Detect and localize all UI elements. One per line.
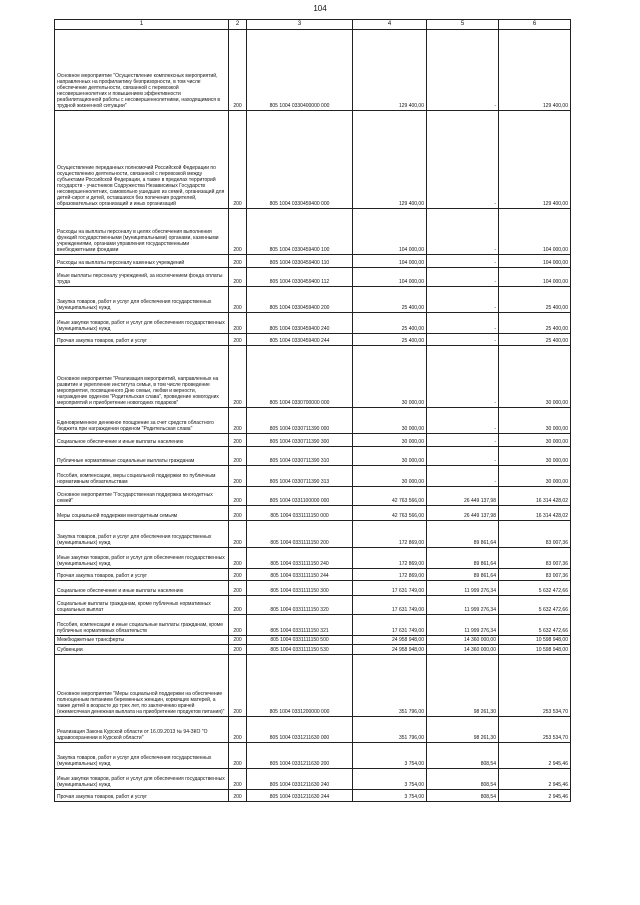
table-row — [55, 268, 571, 287]
row-name-cell: Меры социальной поддержки многодетным семьям — [55, 506, 229, 521]
row-amount-executed-cell: - — [427, 268, 499, 287]
table-row — [55, 466, 571, 487]
row-amount-plan-cell: 351 796,00 — [353, 717, 427, 743]
row-amount-plan-cell: 30 000,00 — [353, 434, 427, 447]
row-amount-executed-cell: - — [427, 287, 499, 313]
row-amount-executed-cell: - — [427, 313, 499, 334]
table-row — [55, 346, 571, 408]
row-kbk-cell: 805 1004 0331111150 321 — [247, 615, 353, 636]
table-row — [55, 287, 571, 313]
row-code-cell: 200 — [229, 569, 247, 581]
row-amount-remaining-cell: 16 314 428,02 — [499, 506, 571, 521]
row-kbk-cell: 805 1004 0331111150 244 — [247, 569, 353, 581]
row-amount-executed-cell: 98 261,30 — [427, 717, 499, 743]
table-row — [55, 209, 571, 255]
row-name-cell: Социальное обеспечение и иные выплаты населению — [55, 434, 229, 447]
row-amount-plan-cell: 24 958 948,00 — [353, 645, 427, 655]
row-code-cell: 200 — [229, 334, 247, 346]
row-amount-plan-cell: 3 754,00 — [353, 743, 427, 769]
table-row — [55, 408, 571, 434]
row-amount-remaining-cell: 10 598 948,00 — [499, 645, 571, 655]
row-amount-remaining-cell: 2 945,46 — [499, 790, 571, 802]
row-kbk-cell: 805 1004 0331211630 244 — [247, 790, 353, 802]
table-row — [55, 447, 571, 466]
row-amount-plan-cell: 25 400,00 — [353, 287, 427, 313]
header-col-5: 5 — [427, 20, 499, 30]
row-kbk-cell: 805 1004 0330459400 244 — [247, 334, 353, 346]
row-kbk-cell: 805 1004 0330459400 200 — [247, 287, 353, 313]
row-amount-executed-cell: 14 360 000,00 — [427, 636, 499, 645]
table-row — [55, 581, 571, 596]
page-number: 104 — [313, 4, 327, 13]
row-amount-remaining-cell: 104 000,00 — [499, 209, 571, 255]
row-kbk-cell: 805 1004 0330711390 300 — [247, 434, 353, 447]
row-amount-plan-cell: 129 400,00 — [353, 111, 427, 209]
header-col-2: 2 — [229, 20, 247, 30]
row-amount-executed-cell: - — [427, 209, 499, 255]
row-amount-plan-cell: 24 958 948,00 — [353, 636, 427, 645]
row-amount-executed-cell: 89 861,64 — [427, 521, 499, 548]
row-name-cell: Осуществление переданных полномочий Российской Федерации по осуществлению деятельности, связанной с перевозкой между субъектами Российской Федерации, а также в пределах территорий государств - участников Содружества Независимых Государств несовершеннолетних, самовольно ушедших из семей, организаций для детей-сирот и детей, оставшихся без попечения родителей, образовательных организаций и иных организаций — [55, 111, 229, 209]
table-row — [55, 30, 571, 111]
row-amount-remaining-cell: 2 945,46 — [499, 769, 571, 790]
row-name-cell: Прочая закупка товаров, работ и услуг — [55, 569, 229, 581]
row-kbk-cell: 805 1004 0330711390 313 — [247, 466, 353, 487]
header-col-3: 3 — [247, 20, 353, 30]
row-amount-remaining-cell: 30 000,00 — [499, 346, 571, 408]
table-row — [55, 636, 571, 645]
row-amount-remaining-cell: 129 400,00 — [499, 111, 571, 209]
table-row — [55, 655, 571, 717]
row-amount-remaining-cell: 104 000,00 — [499, 268, 571, 287]
row-amount-remaining-cell: 253 534,70 — [499, 717, 571, 743]
row-code-cell: 200 — [229, 30, 247, 111]
header-col-6: 6 — [499, 20, 571, 30]
row-kbk-cell: 805 1004 0331211630 240 — [247, 769, 353, 790]
row-name-cell: Закупка товаров, работ и услуг для обеспечения государственных (муниципальных) нужд — [55, 521, 229, 548]
row-code-cell: 200 — [229, 111, 247, 209]
row-amount-remaining-cell: 253 534,70 — [499, 655, 571, 717]
row-code-cell: 200 — [229, 521, 247, 548]
table-row — [55, 548, 571, 569]
row-amount-plan-cell: 42 763 566,00 — [353, 506, 427, 521]
row-code-cell: 200 — [229, 434, 247, 447]
row-code-cell: 200 — [229, 769, 247, 790]
row-amount-remaining-cell: 30 000,00 — [499, 408, 571, 434]
row-amount-executed-cell: - — [427, 255, 499, 268]
row-amount-executed-cell: - — [427, 111, 499, 209]
row-amount-executed-cell: - — [427, 30, 499, 111]
row-amount-plan-cell: 30 000,00 — [353, 447, 427, 466]
row-name-cell: Основное мероприятие "Осуществление комплексных мероприятий, направленных на профилактику безпризорности, в том числе обеспечение деятельности, связанной с перевозкой несовершеннолетних и повышением эффективности реабилитационной работы с несовершеннолетними, находящимися в трудной жизненной ситуации" — [55, 30, 229, 111]
row-name-cell: Основное мероприятие "Государственная поддержка многодетных семей" — [55, 487, 229, 506]
table-row — [55, 434, 571, 447]
row-name-cell: Иные закупки товаров, работ и услуг для обеспечения государственных (муниципальных) нужд — [55, 548, 229, 569]
row-amount-executed-cell: 89 861,64 — [427, 548, 499, 569]
row-amount-executed-cell: - — [427, 334, 499, 346]
table-row — [55, 743, 571, 769]
row-amount-remaining-cell: 5 632 472,66 — [499, 581, 571, 596]
row-kbk-cell: 805 1004 0331111150 500 — [247, 636, 353, 645]
row-code-cell: 200 — [229, 548, 247, 569]
row-code-cell: 200 — [229, 655, 247, 717]
row-amount-plan-cell: 104 000,00 — [353, 268, 427, 287]
row-amount-executed-cell: 11 999 276,34 — [427, 615, 499, 636]
row-name-cell: Расходы на выплаты персоналу казенных учреждений — [55, 255, 229, 268]
row-amount-remaining-cell: 30 000,00 — [499, 447, 571, 466]
row-kbk-cell: 805 1004 0330400000 000 — [247, 30, 353, 111]
row-amount-plan-cell: 172 869,00 — [353, 569, 427, 581]
row-amount-executed-cell: 14 360 000,00 — [427, 645, 499, 655]
row-amount-executed-cell: 98 261,30 — [427, 655, 499, 717]
row-name-cell: Иные закупки товаров, работ и услуг для обеспечения государственных (муниципальных) нужд — [55, 313, 229, 334]
row-amount-plan-cell: 17 631 749,00 — [353, 581, 427, 596]
row-amount-remaining-cell: 30 000,00 — [499, 466, 571, 487]
table-row — [55, 487, 571, 506]
row-kbk-cell: 805 1004 0330459400 112 — [247, 268, 353, 287]
row-code-cell: 200 — [229, 313, 247, 334]
header-col-1: 1 — [55, 20, 229, 30]
table-row — [55, 717, 571, 743]
row-amount-executed-cell: 11 999 276,34 — [427, 581, 499, 596]
row-code-cell: 200 — [229, 209, 247, 255]
row-amount-remaining-cell: 2 945,46 — [499, 743, 571, 769]
row-kbk-cell: 805 1004 0331111150 200 — [247, 521, 353, 548]
row-kbk-cell: 805 1004 0331111150 300 — [247, 581, 353, 596]
row-name-cell: Социальное обеспечение и иные выплаты населению — [55, 581, 229, 596]
row-code-cell: 200 — [229, 287, 247, 313]
row-amount-plan-cell: 104 000,00 — [353, 255, 427, 268]
row-code-cell: 200 — [229, 581, 247, 596]
row-amount-executed-cell: - — [427, 434, 499, 447]
row-code-cell: 200 — [229, 743, 247, 769]
row-amount-executed-cell: 26 449 137,98 — [427, 487, 499, 506]
row-amount-plan-cell: 129 400,00 — [353, 30, 427, 111]
row-code-cell: 200 — [229, 408, 247, 434]
row-name-cell: Основное мероприятие "Меры социальной поддержки на обеспечение полноценным питанием беременных женщин, кормящих матерей, а также детей в возрасте до трех лет, по заключению врачей (ежемесячная денежная выплата на приобретение продуктов питания)" — [55, 655, 229, 717]
table-row — [55, 506, 571, 521]
row-amount-plan-cell: 172 869,00 — [353, 521, 427, 548]
row-kbk-cell: 805 1004 0331211630 000 — [247, 717, 353, 743]
table-row — [55, 255, 571, 268]
row-kbk-cell: 805 1004 0331211630 200 — [247, 743, 353, 769]
row-amount-plan-cell: 17 631 749,00 — [353, 596, 427, 615]
row-amount-plan-cell: 351 796,00 — [353, 655, 427, 717]
row-amount-executed-cell: 808,54 — [427, 769, 499, 790]
row-amount-remaining-cell: 83 007,36 — [499, 521, 571, 548]
table-row — [55, 313, 571, 334]
row-name-cell: Пособия, компенсации и иные социальные выплаты гражданам, кроме публичных нормативных обязательств — [55, 615, 229, 636]
row-kbk-cell: 805 1004 0330459400 000 — [247, 111, 353, 209]
row-amount-plan-cell: 25 400,00 — [353, 313, 427, 334]
row-amount-remaining-cell: 5 632 472,66 — [499, 615, 571, 636]
row-code-cell: 200 — [229, 596, 247, 615]
row-name-cell: Реализация Закона Курской области от 16.09.2013 № 94-ЗКО "О здравоохранении в Курской области" — [55, 717, 229, 743]
row-amount-remaining-cell: 25 400,00 — [499, 313, 571, 334]
row-code-cell: 200 — [229, 506, 247, 521]
row-name-cell: Субвенции — [55, 645, 229, 655]
row-code-cell: 200 — [229, 268, 247, 287]
table-row — [55, 596, 571, 615]
row-name-cell: Закупка товаров, работ и услуг для обеспечения государственных (муниципальных) нужд — [55, 287, 229, 313]
row-code-cell: 200 — [229, 717, 247, 743]
row-name-cell: Иные закупки товаров, работ и услуг для обеспечения государственных (муниципальных) нужд — [55, 769, 229, 790]
row-amount-executed-cell: 808,54 — [427, 790, 499, 802]
table-header-row — [55, 20, 571, 30]
row-amount-plan-cell: 3 754,00 — [353, 769, 427, 790]
table-row — [55, 334, 571, 346]
row-kbk-cell: 805 1004 0330711390 310 — [247, 447, 353, 466]
table-row — [55, 521, 571, 548]
row-amount-plan-cell: 17 631 749,00 — [353, 615, 427, 636]
row-amount-remaining-cell: 104 000,00 — [499, 255, 571, 268]
row-amount-remaining-cell: 25 400,00 — [499, 334, 571, 346]
table-row — [55, 790, 571, 802]
table-row — [55, 111, 571, 209]
row-amount-plan-cell: 104 000,00 — [353, 209, 427, 255]
row-amount-remaining-cell: 10 598 948,00 — [499, 636, 571, 645]
row-amount-remaining-cell: 16 314 428,02 — [499, 487, 571, 506]
row-amount-plan-cell: 42 763 566,00 — [353, 487, 427, 506]
row-amount-plan-cell: 30 000,00 — [353, 408, 427, 434]
row-code-cell: 200 — [229, 645, 247, 655]
row-code-cell: 200 — [229, 255, 247, 268]
row-amount-executed-cell: 89 861,64 — [427, 569, 499, 581]
table-row — [55, 569, 571, 581]
row-kbk-cell: 805 1004 0331111150 530 — [247, 645, 353, 655]
row-amount-remaining-cell: 5 632 472,66 — [499, 596, 571, 615]
row-amount-remaining-cell: 30 000,00 — [499, 434, 571, 447]
row-amount-remaining-cell: 83 007,36 — [499, 569, 571, 581]
row-kbk-cell: 805 1004 0331100000 000 — [247, 487, 353, 506]
header-col-4: 4 — [353, 20, 427, 30]
row-name-cell: Единовременное денежное поощрение за счет средств областного бюджета при награждении орденом "Родительская слава" — [55, 408, 229, 434]
row-code-cell: 200 — [229, 447, 247, 466]
row-name-cell: Межбюджетные трансферты — [55, 636, 229, 645]
budget-table — [54, 19, 571, 802]
row-name-cell: Прочая закупка товаров, работ и услуг — [55, 334, 229, 346]
row-amount-remaining-cell: 129 400,00 — [499, 30, 571, 111]
row-name-cell: Иные выплаты персоналу учреждений, за исключением фонда оплаты труда — [55, 268, 229, 287]
row-amount-plan-cell: 3 754,00 — [353, 790, 427, 802]
row-code-cell: 200 — [229, 466, 247, 487]
row-kbk-cell: 805 1004 0330459400 110 — [247, 255, 353, 268]
row-amount-executed-cell: - — [427, 346, 499, 408]
row-name-cell: Пособия, компенсации, меры социальной поддержки по публичным нормативным обязательствам — [55, 466, 229, 487]
row-kbk-cell: 805 1004 0331111150 240 — [247, 548, 353, 569]
row-name-cell: Основное мероприятие "Реализация мероприятий, направленных на развитие и укрепление института семьи, в том числе проведение мероприятия, посвященного Дню семьи, любви и верности, награждение орденом "Родительская слава", проведение новогодних мероприятий и приобретение новогодних подарков" — [55, 346, 229, 408]
row-kbk-cell: 805 1004 0331111150 000 — [247, 506, 353, 521]
row-amount-plan-cell: 25 400,00 — [353, 334, 427, 346]
row-amount-remaining-cell: 83 007,36 — [499, 548, 571, 569]
row-amount-plan-cell: 30 000,00 — [353, 346, 427, 408]
row-amount-plan-cell: 172 869,00 — [353, 548, 427, 569]
row-amount-executed-cell: - — [427, 466, 499, 487]
row-code-cell: 200 — [229, 790, 247, 802]
row-name-cell: Прочая закупка товаров, работ и услуг — [55, 790, 229, 802]
row-code-cell: 200 — [229, 615, 247, 636]
row-amount-executed-cell: 808,54 — [427, 743, 499, 769]
row-amount-executed-cell: - — [427, 408, 499, 434]
row-amount-executed-cell: 26 449 137,98 — [427, 506, 499, 521]
row-kbk-cell: 805 1004 0330459400 100 — [247, 209, 353, 255]
row-name-cell: Публичные нормативные социальные выплаты гражданам — [55, 447, 229, 466]
row-amount-plan-cell: 30 000,00 — [353, 466, 427, 487]
row-amount-executed-cell: 11 999 276,34 — [427, 596, 499, 615]
row-kbk-cell: 805 1004 0331200000 000 — [247, 655, 353, 717]
row-kbk-cell: 805 1004 0330459400 240 — [247, 313, 353, 334]
row-name-cell: Закупка товаров, работ и услуг для обеспечения государственных (муниципальных) нужд — [55, 743, 229, 769]
row-amount-executed-cell: - — [427, 447, 499, 466]
row-code-cell: 200 — [229, 487, 247, 506]
row-kbk-cell: 805 1004 0330700000 000 — [247, 346, 353, 408]
table-row — [55, 645, 571, 655]
row-kbk-cell: 805 1004 0330711390 000 — [247, 408, 353, 434]
row-name-cell: Расходы на выплаты персоналу в целях обеспечения выполнения функций государственными (муниципальными) органами, казенными учреждениями, органами управления государственными внебюджетными фондами — [55, 209, 229, 255]
row-code-cell: 200 — [229, 346, 247, 408]
row-amount-remaining-cell: 25 400,00 — [499, 287, 571, 313]
table-row — [55, 769, 571, 790]
row-name-cell: Социальные выплаты гражданам, кроме публичных нормативных социальных выплат — [55, 596, 229, 615]
table-row — [55, 615, 571, 636]
row-kbk-cell: 805 1004 0331111150 320 — [247, 596, 353, 615]
row-code-cell: 200 — [229, 636, 247, 645]
